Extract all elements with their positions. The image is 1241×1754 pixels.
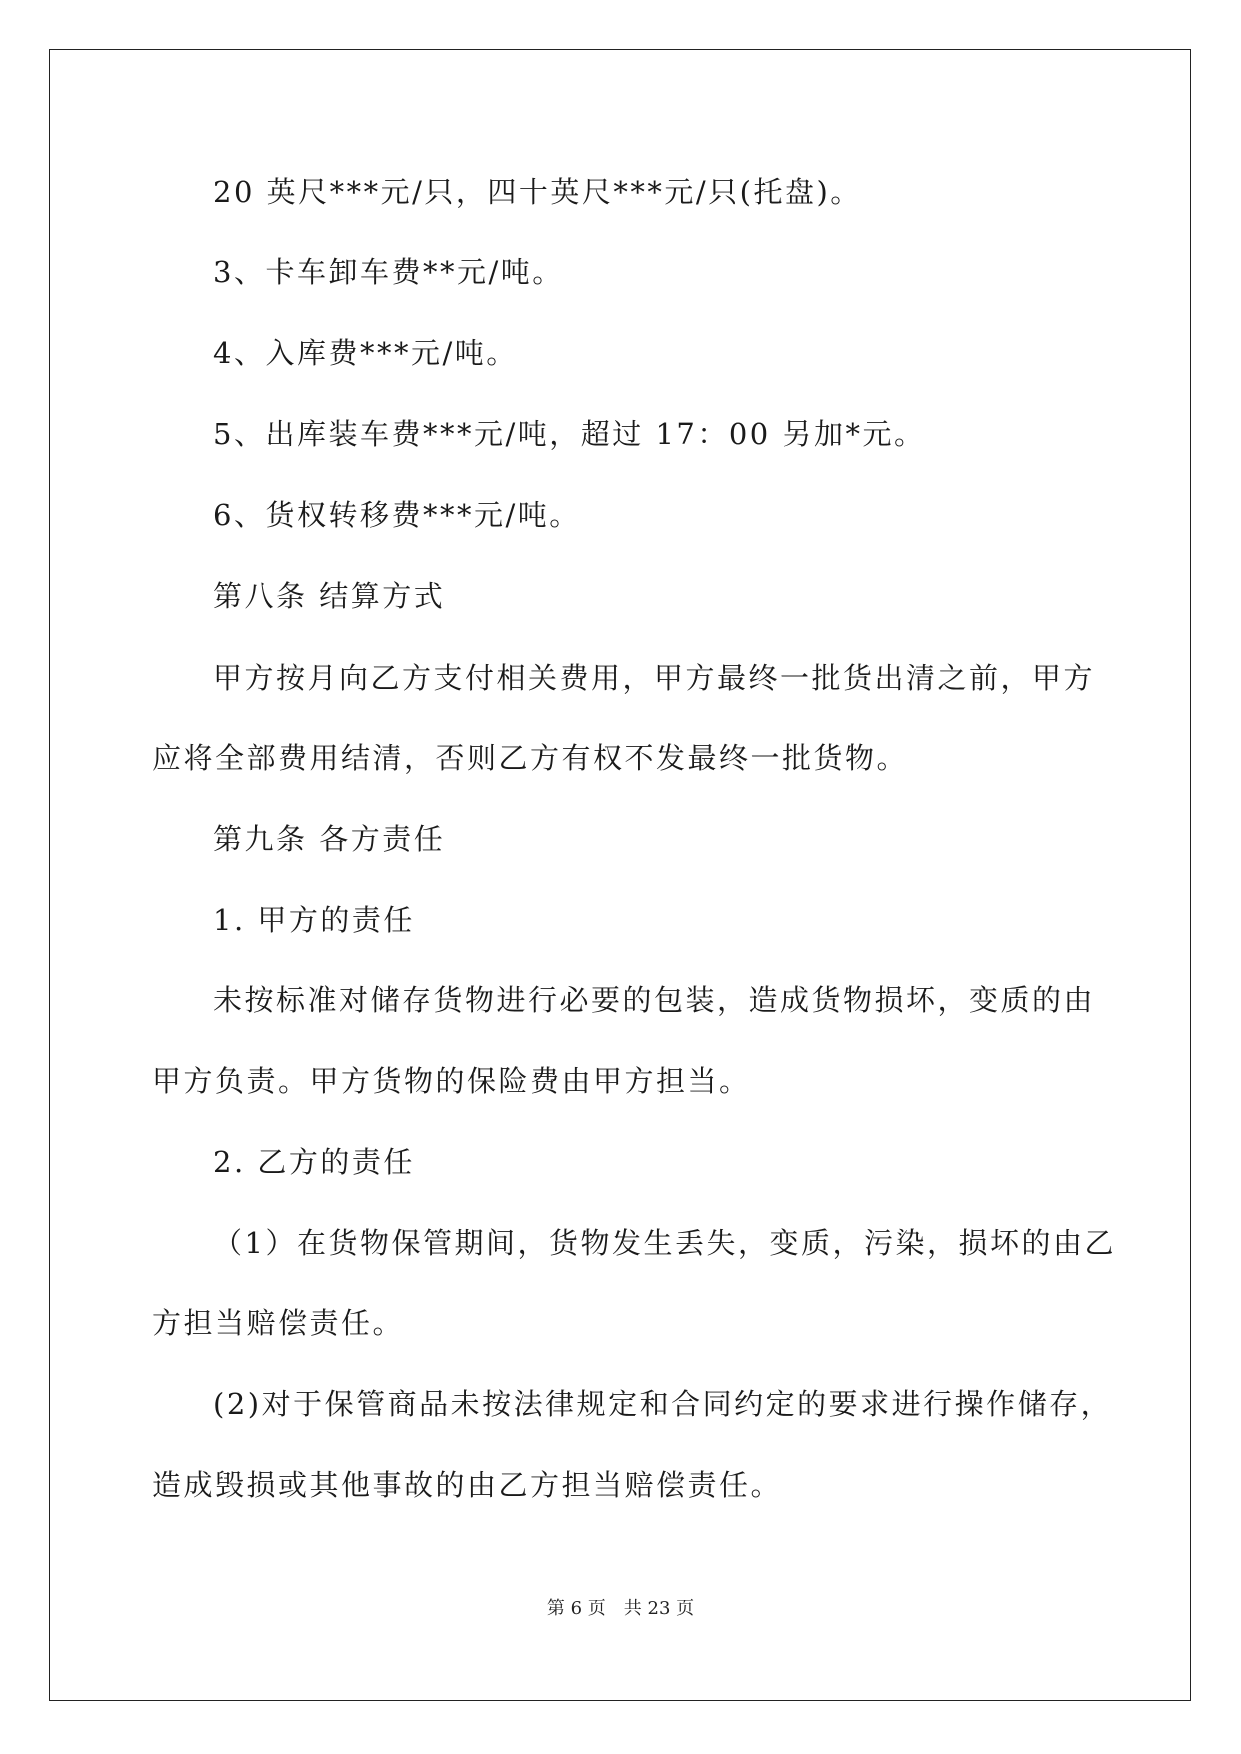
text-line: 造成毁损或其他事故的由乙方担当赔偿责任。 xyxy=(152,1468,783,1502)
text-line: 20 英尺***元/只，四十英尺***元/只(托盘)。 xyxy=(213,175,862,209)
text-line: 甲方负责。甲方货物的保险费由甲方担当。 xyxy=(152,1064,751,1098)
page-border xyxy=(49,49,1191,1701)
text-line: 3、卡车卸车费**元/吨。 xyxy=(213,255,564,289)
page-total: 共 23 页 xyxy=(623,1598,695,1619)
text-line: 方担当赔偿责任。 xyxy=(152,1306,405,1340)
text-line: 5、出库装车费***元/吨，超过 17：00 另加*元。 xyxy=(213,417,926,451)
text-line: 甲方按月向乙方支付相关费用，甲方最终一批货出清之前，甲方 xyxy=(213,661,1096,695)
subsection-heading: 1. 甲方的责任 xyxy=(213,903,415,937)
text-line: （1）在货物保管期间，货物发生丢失，变质，污染，损坏的由乙 xyxy=(213,1226,1116,1260)
subsection-heading: 2. 乙方的责任 xyxy=(213,1145,415,1179)
text-line: (2)对于保管商品未按法律规定和合同约定的要求进行操作储存， xyxy=(213,1387,1113,1421)
text-line: 未按标准对储存货物进行必要的包装，造成货物损坏，变质的由 xyxy=(213,983,1096,1017)
section-heading: 第九条 各方责任 xyxy=(213,822,446,856)
section-heading: 第八条 结算方式 xyxy=(213,579,446,613)
page-number: 第 6 页 xyxy=(546,1598,606,1619)
text-line: 应将全部费用结清，否则乙方有权不发最终一批货物。 xyxy=(152,741,909,775)
text-line: 4、入库费***元/吨。 xyxy=(213,336,518,370)
page-footer xyxy=(0,1597,1241,1621)
text-line: 6、货权转移费***元/吨。 xyxy=(213,498,581,532)
